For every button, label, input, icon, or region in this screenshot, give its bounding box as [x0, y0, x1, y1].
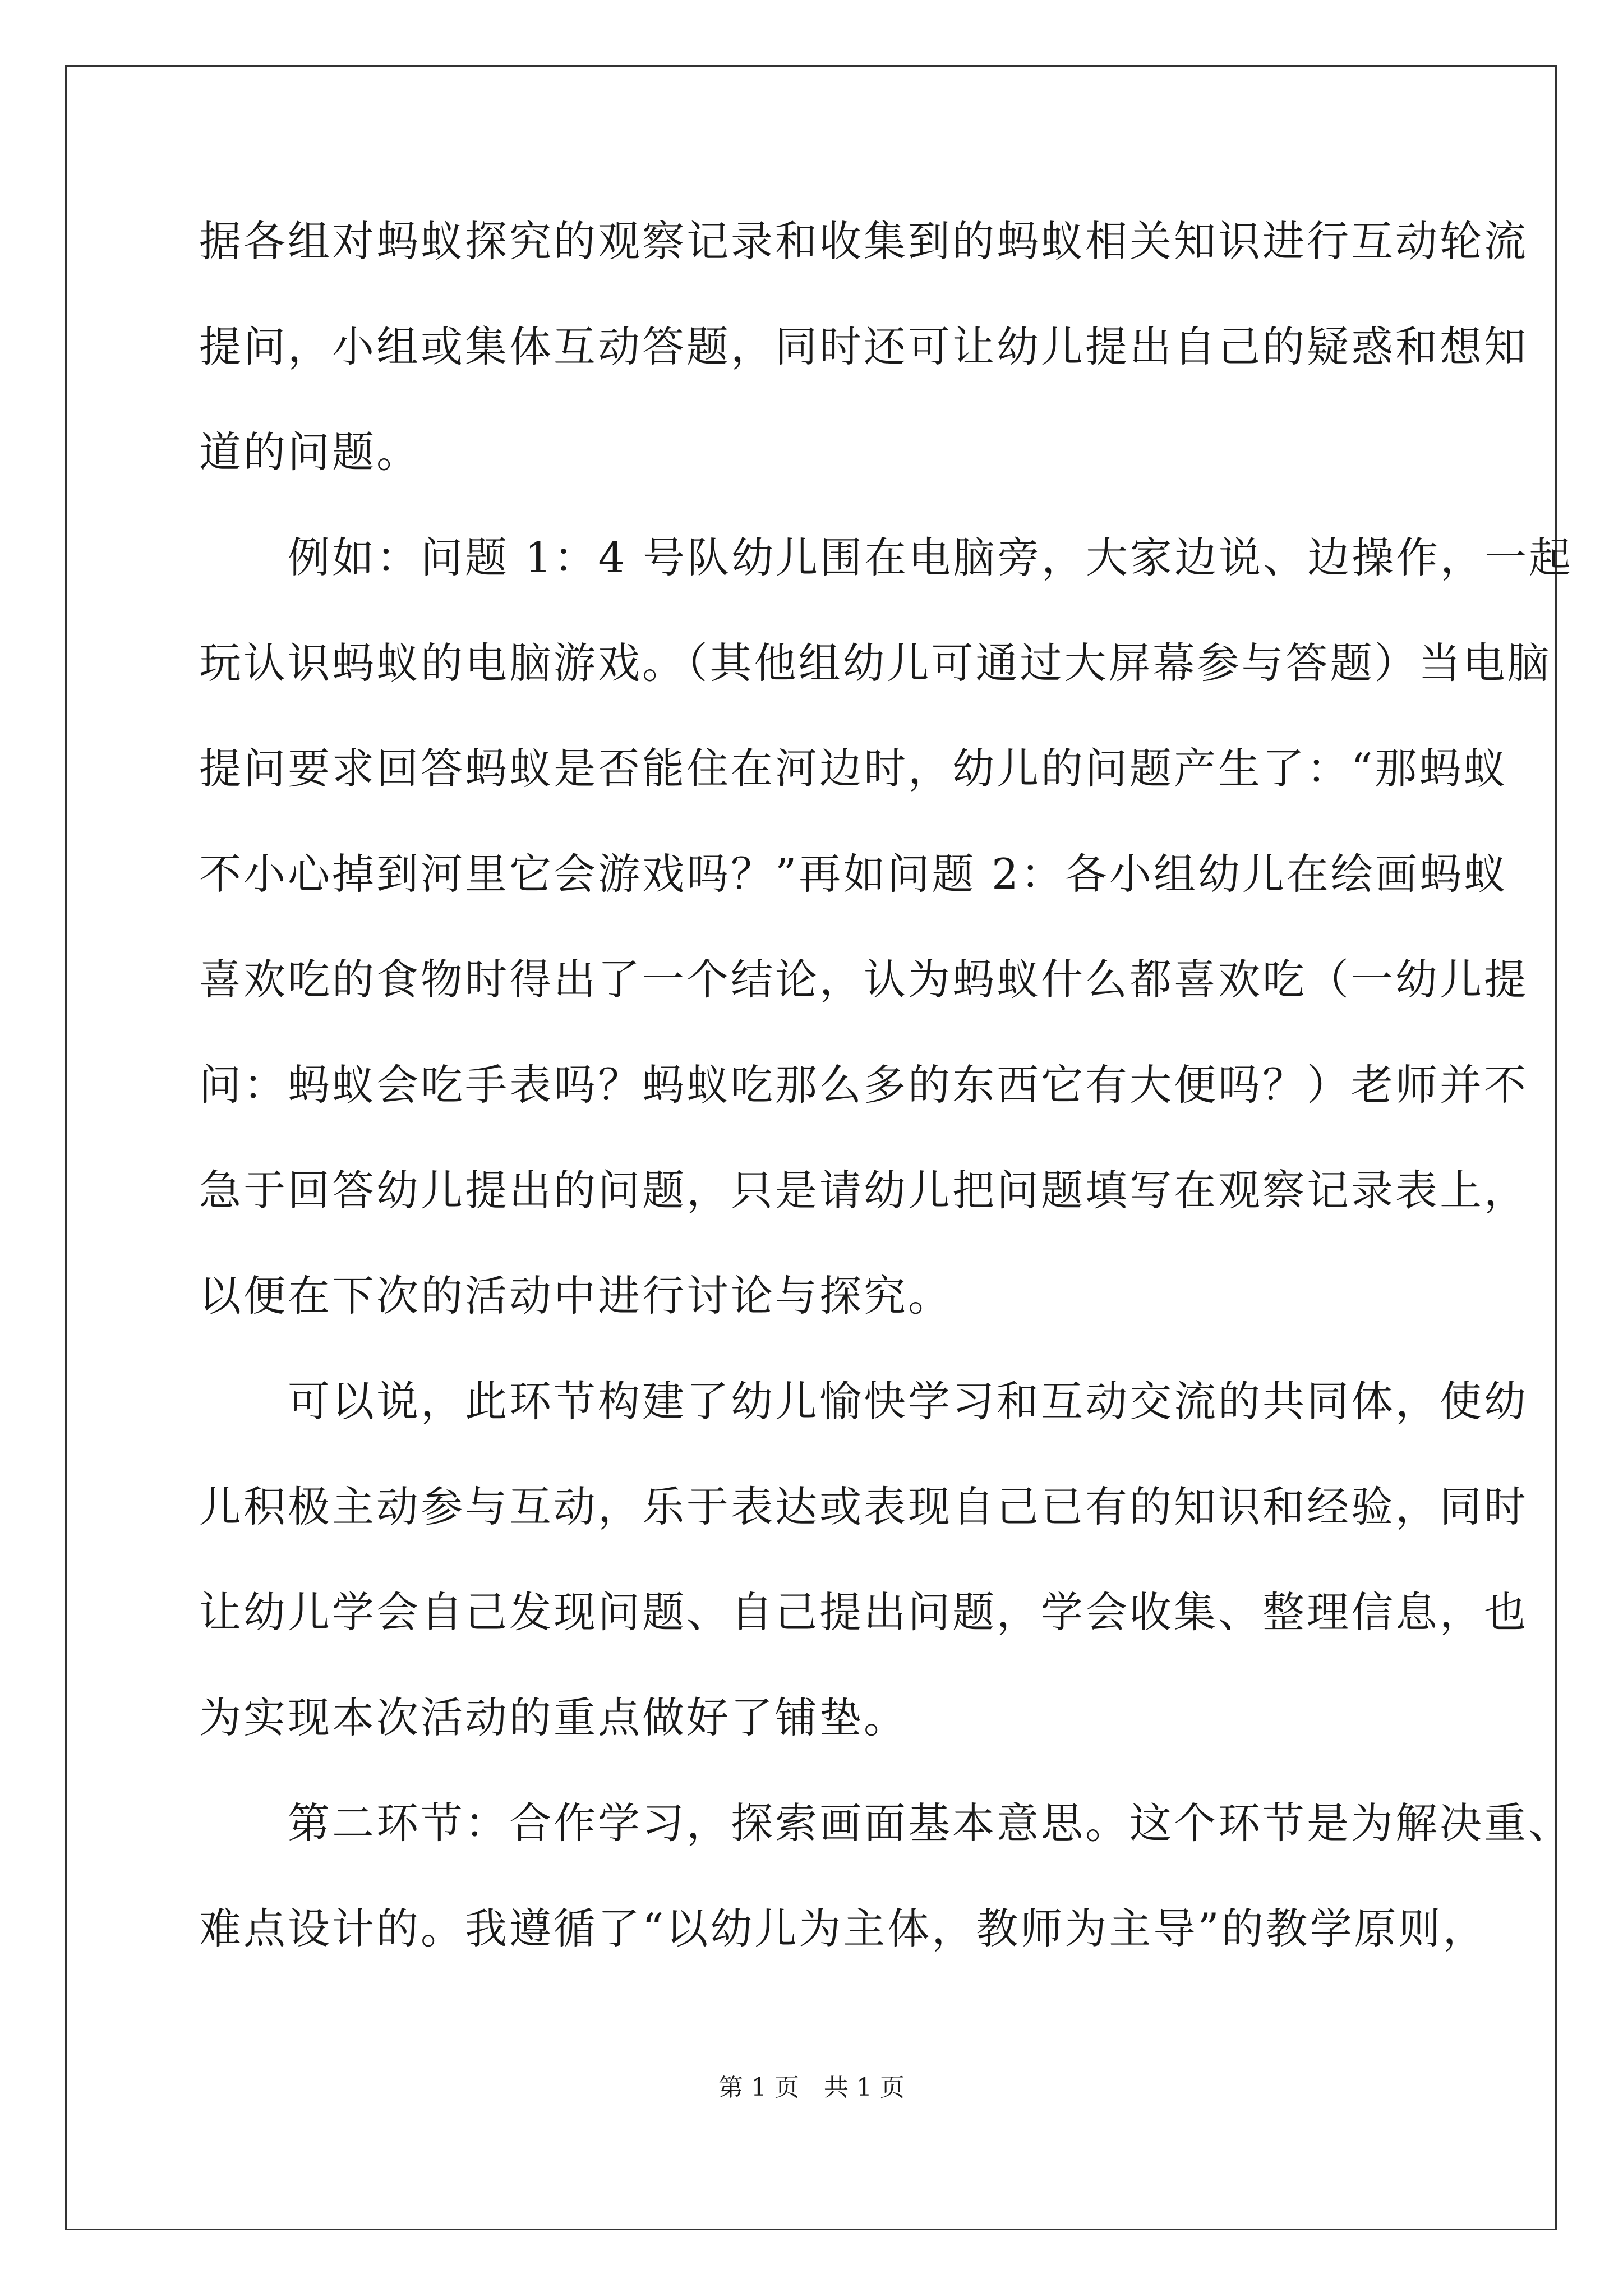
text-line: 以便在下次的活动中进行讨论与探究。	[199, 1271, 953, 1320]
document-body	[199, 213, 1574, 2006]
page-footer: 第 1 页 共 1 页	[718, 2073, 905, 2102]
text-line: 例如：问题 1：4 号队幼儿围在电脑旁，大家边说、边操作，一起	[199, 533, 1574, 582]
text-line: 据各组对蚂蚁探究的观察记录和收集到的蚂蚁相关知识进行互动轮流	[199, 217, 1529, 266]
text-line: 儿积极主动参与互动，乐于表达或表现自己已有的知识和经验，同时	[199, 1482, 1529, 1531]
text-line: 提问，小组或集体互动答题，同时还可让幼儿提出自己的疑惑和想知	[199, 322, 1529, 371]
text-line: 为实现本次活动的重点做好了铺垫。	[199, 1693, 909, 1742]
text-line: 喜欢吃的食物时得出了一个结论，认为蚂蚁什么都喜欢吃（一幼儿提	[199, 955, 1529, 1004]
text-line: 不小心掉到河里它会游戏吗？”再如问题 2：各小组幼儿在绘画蚂蚁	[199, 849, 1508, 899]
text-line: 问：蚂蚁会吃手表吗？蚂蚁吃那么多的东西它有大便吗？）老师并不	[199, 1060, 1529, 1110]
text-line: 急于回答幼儿提出的问题，只是请幼儿把问题填写在观察记录表上，	[199, 1166, 1529, 1215]
text-line: 可以说，此环节构建了幼儿愉快学习和互动交流的共同体，使幼	[199, 1377, 1529, 1426]
text-line: 道的问题。	[199, 427, 421, 477]
text-line: 让幼儿学会自己发现问题、自己提出问题，学会收集、整理信息，也	[199, 1588, 1529, 1637]
text-line: 第二环节：合作学习，探索画面基本意思。这个环节是为解决重、	[199, 1798, 1573, 1848]
text-line: 玩认识蚂蚁的电脑游戏。（其他组幼儿可通过大屏幕参与答题）当电脑	[199, 638, 1552, 688]
text-line: 难点设计的。我遵循了“以幼儿为主体，教师为主导”的教学原则，	[199, 1904, 1487, 1953]
text-line: 提问要求回答蚂蚁是否能住在河边时，幼儿的问题产生了：“那蚂蚁	[199, 744, 1508, 793]
